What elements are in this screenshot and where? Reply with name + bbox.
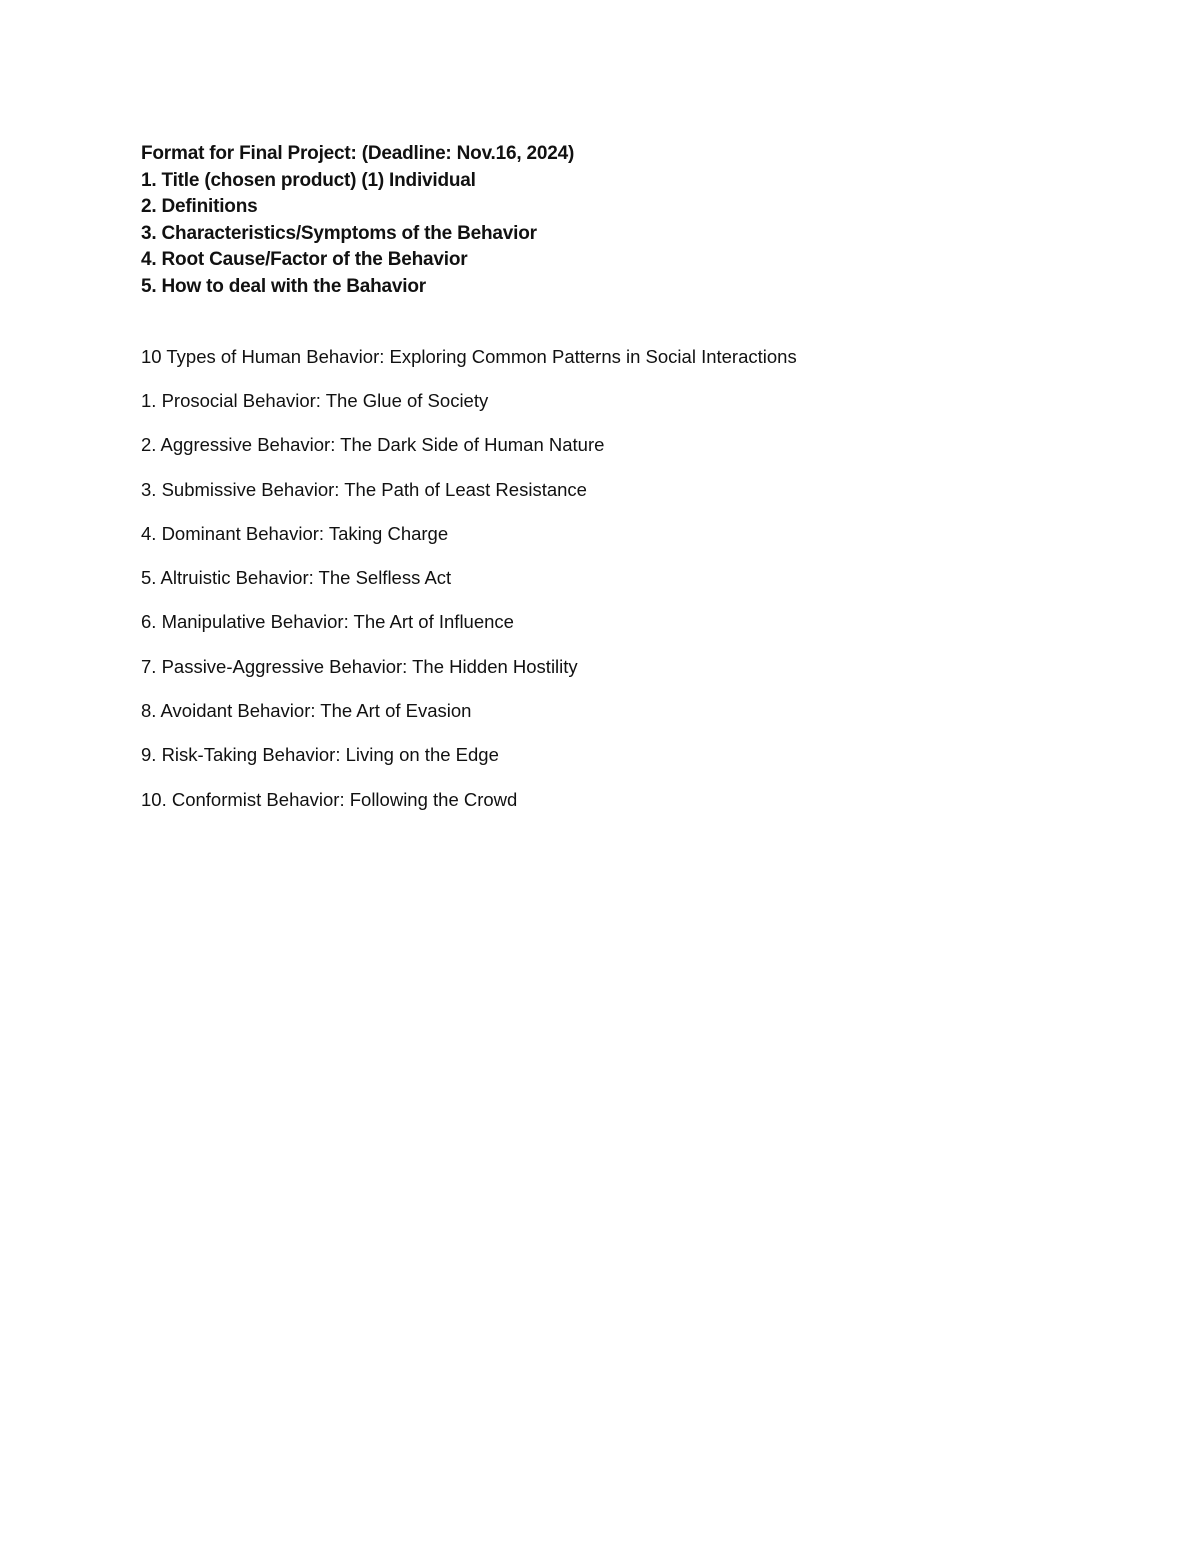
list-item: 3. Submissive Behavior: The Path of Least Resistance — [141, 478, 587, 500]
list-item: 4. Dominant Behavior: Taking Charge — [141, 522, 449, 544]
list-item: 10. Conformist Behavior: Following the Crowd — [141, 788, 518, 810]
format-item-root-cause: 4. Root Cause/Factor of the Behavior — [141, 249, 468, 270]
behavior-types-list — [141, 388, 1121, 831]
list-item: 9. Risk-Taking Behavior: Living on the Edge — [141, 744, 499, 766]
format-item-characteristics: 3. Characteristics/Symptoms of the Behavior — [141, 222, 537, 244]
format-item-how-to-deal: 5. How to deal with the Bahavior — [141, 275, 426, 297]
document-body — [141, 141, 1121, 831]
final-project-format — [141, 141, 1121, 300]
list-item: 1. Prosocial Behavior: The Glue of Society — [141, 390, 489, 411]
list-item: 2. Aggressive Behavior: The Dark Side of Human Nature — [141, 434, 605, 456]
list-item: 8. Avoidant Behavior: The Art of Evasion — [141, 700, 472, 722]
format-heading: Format for Final Project: (Deadline: Nov.16, 2024) — [141, 143, 575, 164]
list-item: 5. Altruistic Behavior: The Selfless Act — [141, 567, 452, 589]
format-item-definitions: 2. Definitions — [141, 196, 258, 217]
list-item: 6. Manipulative Behavior: The Art of Influence — [141, 611, 514, 633]
list-item: 7. Passive-Aggressive Behavior: The Hidden Hostility — [141, 655, 578, 677]
types-section-title: 10 Types of Human Behavior: Exploring Common Patterns in Social Interactions — [141, 346, 797, 367]
format-item-title: 1. Title (chosen product) (1) Individual — [141, 169, 476, 191]
